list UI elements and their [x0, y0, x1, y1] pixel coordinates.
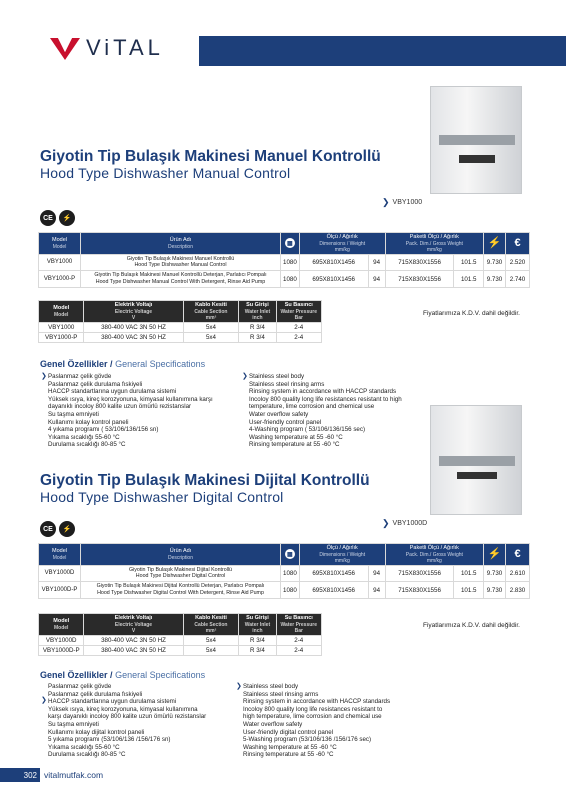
col-price	[506, 544, 530, 566]
product1-badges	[40, 210, 75, 226]
spec-volt: 380-400 VAC 3N 50 HZ	[84, 635, 183, 645]
dish-rack-icon: ▦	[285, 238, 295, 248]
row-desc: Giyotin Tip Bulaşık Makinesi Dijital Kontrollü Hood Type Dishwasher Digital Control	[81, 565, 281, 582]
row-pack: 715X830X1556	[385, 271, 454, 288]
product1-image	[430, 86, 522, 194]
col-power	[484, 544, 506, 566]
spec-cable: 5x4	[183, 645, 239, 655]
image-label-text: VBY1000	[392, 199, 423, 206]
vital-logo-icon	[50, 36, 80, 60]
spec-col-volt: Elektrik Voltajı Electric Voltage V	[84, 301, 183, 323]
brand-name: ViTAL	[86, 35, 164, 60]
spec-volt: 380-400 VAC 3N 50 HZ	[84, 332, 183, 342]
row-power: 9.730	[484, 565, 506, 582]
col-dim: Ölçü / Ağırlık Dimensions / Weight mm/kg	[299, 233, 385, 255]
col-power	[484, 233, 506, 255]
spec-col-cable: Kablo Kesiti Cable Section mm²	[183, 614, 239, 636]
chevron-right-icon: ❯	[242, 373, 248, 380]
row-power: 9.730	[484, 271, 506, 288]
spec-press: 2-4	[276, 332, 321, 342]
row-model: VBY1000	[39, 254, 81, 271]
row-power: 9.730	[484, 254, 506, 271]
product2-features-tr: ❯ Paslanmaz çelik gövde Paslanmaz çelik durulama fıskiyeli HACCP standartlarına uygun durulama sistemi Yüksek ısıya, kireç korozyonuna, kimyasal kullanımına karşı dayanıklı incoloy 800 kalite uzun ömürlü rezistanslar Su taşma emniyeti Kullanımı kolay dijital kontrol paneli 5 yıkama programı (53/106/136 /156/176 sn) Yıkama sıcaklığı 55-60 °C Durulama sıcaklığı 80-85 °C	[41, 683, 207, 759]
product2-title-tr: Giyotin Tip Bulaşık Makinesi Dijital Kontrollü	[40, 472, 370, 489]
table-row	[39, 271, 530, 288]
ce-mark-icon: CE	[40, 521, 56, 537]
row-desc: Giyotin Tip Bulaşık Makinesi Manuel Kontrollü Hood Type Dishwasher Manual Control	[81, 254, 281, 271]
col-pack: Paketli Ölçü / Ağırlık Pack. Dim./ Gross Weight mm/kg	[385, 544, 483, 566]
table-row	[39, 254, 530, 271]
header-bar	[199, 36, 566, 66]
row-pack: 715X830X1556	[385, 254, 454, 271]
row-dim: 695X810X1456	[299, 582, 368, 599]
row-pack: 715X830X1556	[385, 565, 454, 582]
table-row	[39, 332, 322, 342]
col-desc: Ürün Adı Description	[81, 544, 281, 566]
row-desc: Giyotin Tip Bulaşık Makinesi Dijital Kontrollü Deterjan, Parlatıcı Pompalı Hood Type Dishwasher Digital Control With Detergent, Rinse Aid Pump	[81, 582, 281, 599]
col-pack: Paketli Ölçü / Ağırlık Pack. Dim./ Gross Weight mm/kg	[385, 233, 483, 255]
vat-note: Fiyatlarımıza K.D.V. dahil değildir.	[423, 310, 520, 317]
dish-rack-icon: ▦	[285, 549, 295, 559]
col-dim: Ölçü / Ağırlık Dimensions / Weight mm/kg	[299, 544, 385, 566]
row-model: VBY1000D	[39, 565, 81, 582]
col-model: Model Model	[39, 233, 81, 255]
col-model: Model Model	[39, 544, 81, 566]
spec-model: VBY1000-P	[39, 332, 84, 342]
spec-col-press: Su Basıncı Water Pressure Bar	[276, 614, 321, 636]
row-model: VBY1000D-P	[39, 582, 81, 599]
product2-title-en: Hood Type Dishwasher Digital Control	[40, 489, 284, 505]
spec-water: R 3/4	[239, 635, 276, 645]
row-model: VBY1000-P	[39, 271, 81, 288]
spec-water: R 3/4	[239, 332, 276, 342]
spec-water: R 3/4	[239, 322, 276, 332]
spec-press: 2-4	[276, 645, 321, 655]
row-capacity: 1080	[281, 271, 300, 288]
col-desc: Ürün Adı Description	[81, 233, 281, 255]
product1-title-tr: Giyotin Tip Bulaşık Makinesi Manuel Kontrollü	[40, 148, 381, 165]
spec-col-water: Su Girişi Water Inlet inch	[239, 614, 276, 636]
product2-badges	[40, 521, 75, 537]
spec-col-volt: Elektrik Voltajı Electric Voltage V	[84, 614, 183, 636]
spec-cable: 5x4	[183, 322, 239, 332]
row-capacity: 1080	[281, 582, 300, 599]
product2-features-en: ❯ Stainless steel body Stainless steel rinsing arms Rinsing system in accordance with HACCP standards Incoloy 800 quality long life resistances resistant to high temperature, lime corrosion and chemical use Water overflow safety User-friendly digital control panel 5-Washing program (53/106/136 /156/176 sec) Washing temperature at 55 -60 °C Rinsing temperature at 55 -60 °C	[236, 683, 391, 759]
chevron-right-icon: ❯	[236, 683, 242, 690]
row-dim: 695X810X1456	[299, 271, 368, 288]
spec-volt: 380-400 VAC 3N 50 HZ	[84, 322, 183, 332]
row-desc: Giyotin Tip Bulaşık Makinesi Manuel Kontrollü Deterjan, Parlatıcı Pompalı Hood Type Dishwasher Manual Control With Detergent, Rinse Aid Pump	[81, 271, 281, 288]
row-weight: 94	[368, 582, 385, 599]
product1-features-tr: ❯ Paslanmaz çelik gövde Paslanmaz çelik durulama fıskiyeli HACCP standartlarına uygun durulama sistemi Yüksek ısıya, kireç korozyonuna, kimyasal kullanımına karşı dayanıklı incoloy 800 kalite uzun ömürlü rezistanslar Su taşma emniyeti Kullanımı kolay kontrol paneli 4 yıkama programı ( 53/106/136/156 sn) Yıkama sıcaklığı 55-60 °C Durulama sıcaklığı 80-85 °C	[41, 373, 213, 449]
spec-model: VBY1000	[39, 322, 84, 332]
col-capacity	[281, 233, 300, 255]
table-row	[39, 645, 322, 655]
row-weight: 94	[368, 254, 385, 271]
spec-model: VBY1000D-P	[39, 645, 84, 655]
power-icon: ⚡	[487, 547, 502, 560]
row-price: 2.740	[506, 271, 530, 288]
table-row	[39, 322, 322, 332]
row-price: 2.830	[506, 582, 530, 599]
product1-spec-title: Genel Özellikler / General Specifications	[40, 359, 206, 369]
product2-image-label	[382, 518, 427, 529]
product2-spec-table	[38, 613, 322, 656]
col-capacity	[281, 544, 300, 566]
spec-model: VBY1000D	[39, 635, 84, 645]
table-row	[39, 635, 322, 645]
row-capacity: 1080	[281, 254, 300, 271]
footer-url[interactable]: vitalmutfak.com	[44, 770, 104, 780]
euro-icon: €	[514, 547, 521, 560]
table-row	[39, 582, 530, 599]
product2-image	[430, 405, 522, 515]
image-label-text: VBY1000D	[392, 520, 428, 527]
row-gross: 101.5	[454, 582, 484, 599]
row-gross: 101.5	[454, 565, 484, 582]
spec-col-water: Su Girişi Water Inlet inch	[239, 301, 276, 323]
spec-press: 2-4	[276, 635, 321, 645]
row-gross: 101.5	[454, 254, 484, 271]
row-capacity: 1080	[281, 565, 300, 582]
row-weight: 94	[368, 271, 385, 288]
chevron-right-icon: ❯	[41, 697, 47, 704]
spec-col-model: Model Model	[39, 614, 84, 636]
euro-icon: €	[514, 236, 521, 249]
row-gross: 101.5	[454, 271, 484, 288]
product2-spec-title: Genel Özellikler / General Specifications	[40, 670, 206, 680]
chevron-right-icon: ❯	[41, 373, 47, 380]
row-dim: 695X810X1456	[299, 254, 368, 271]
row-dim: 695X810X1456	[299, 565, 368, 582]
product2-price-table	[38, 543, 530, 599]
spec-volt: 380-400 VAC 3N 50 HZ	[84, 645, 183, 655]
row-power: 9.730	[484, 582, 506, 599]
spec-press: 2-4	[276, 322, 321, 332]
spec-col-cable: Kablo Kesiti Cable Section mm²	[183, 301, 239, 323]
product1-spec-table	[38, 300, 322, 343]
spec-cable: 5x4	[183, 635, 239, 645]
row-weight: 94	[368, 565, 385, 582]
vat-note: Fiyatlarımıza K.D.V. dahil değildir.	[423, 622, 520, 629]
power-icon: ⚡	[487, 236, 502, 249]
electric-icon: ⚡	[59, 210, 75, 226]
product1-image-label	[382, 197, 422, 208]
chevron-right-icon: ❯	[382, 197, 390, 207]
page-number: 302	[0, 768, 40, 782]
spec-water: R 3/4	[239, 645, 276, 655]
row-price: 2.610	[506, 565, 530, 582]
product1-features-en: ❯ Stainless steel body Stainless steel rinsing arms Rinsing system in accordance with HACCP standards Incoloy 800 quality long life resistances resistant to high temperature, lime corrosion and chemical use Water overflow safety User-friendly control panel 4-Washing program ( 53/106/136/156 sec) Washing temperature at 55 -60 °C Rinsing temperature at 55 -60 °C	[242, 373, 402, 449]
table-row	[39, 565, 530, 582]
row-pack: 715X830X1556	[385, 582, 454, 599]
electric-icon: ⚡	[59, 521, 75, 537]
spec-col-press: Su Basıncı Water Pressure Bar	[276, 301, 321, 323]
product1-title-en: Hood Type Dishwasher Manual Control	[40, 165, 291, 181]
row-price: 2.520	[506, 254, 530, 271]
chevron-right-icon: ❯	[382, 518, 390, 528]
spec-col-model: Model Model	[39, 301, 84, 323]
ce-mark-icon: CE	[40, 210, 56, 226]
spec-cable: 5x4	[183, 332, 239, 342]
product1-price-table	[38, 232, 530, 288]
brand-logo	[50, 33, 164, 63]
col-price	[506, 233, 530, 255]
